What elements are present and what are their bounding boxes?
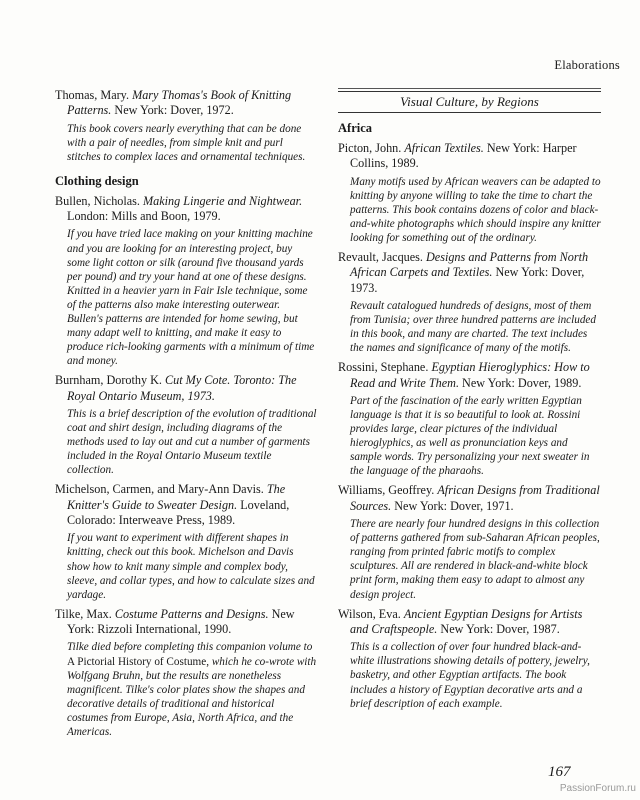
bib-entry-picton [338, 141, 601, 245]
book-title: Making Lingerie and Nightwear. [143, 193, 303, 208]
author: Burnham, Dorothy K. [55, 373, 162, 388]
author: Rossini, Stephane. [338, 360, 429, 375]
annotation: Part of the fascination of the early written Egyptian language is that it is so beautiful to look at. Rossini provides large, clear pictures of the individual hieroglyphics, as well as pronunciation keys and sample words. Try personalizing your next sweater in the language of the pharaohs. [350, 394, 590, 478]
annotation [55, 640, 317, 739]
author: Revault, Jacques. [338, 250, 423, 265]
publisher: New York: Dover, 1972. [114, 103, 234, 118]
citation [55, 194, 317, 225]
publisher: New York: Dover, 1971. [394, 498, 514, 513]
publisher: Loveland, Colorado: Interweave Press, 1989. [67, 497, 290, 528]
bib-entry-bullen [55, 194, 317, 369]
annotation: Revault catalogued hundreds of designs, most of them from Tunisia; over three hundred patterns are included in this book, and many are charted. The text includes the names and significance of many of the motifs. [350, 299, 596, 355]
author: Williams, Geoffrey. [338, 483, 435, 498]
bib-entry-burnham [55, 373, 317, 477]
author: Bullen, Nicholas. [55, 193, 140, 208]
bib-entry-thomas [55, 88, 317, 164]
book-title: Cut My Cote. [165, 373, 231, 388]
annotation-book-reference: A Pictorial History of Costume, [67, 655, 210, 668]
publisher: Toronto: The Royal Ontario Museum, 1973. [67, 373, 297, 403]
publisher: New York: Harper Collins, 1989. [350, 141, 577, 171]
book-title: Designs and Patterns from North African Carpets and Textiles. [350, 250, 589, 280]
region-heading-africa: Africa [338, 121, 373, 135]
book-title: African Designs from Traditional Sources. [350, 483, 600, 513]
book-title: Costume Patterns and Designs. [114, 606, 269, 621]
annotation: If you have tried lace making on your knitting machine and you are looking for an interesting project, buy some light cotton or silk (around five thousand yards per pound) and try your hand at one of these designs. Knitted in a heavier yarn in Fair Isle technique, some of the patterns also make interesting outerwear. Bullen's patterns are intended for home sewing, but many adapt well to knitting, and make it easy to produce rich-looking garments with a minimum of time and money. [67, 228, 315, 368]
bib-entry-williams [338, 483, 601, 601]
annotation: There are nearly four hundred designs in this collection of patterns gathered from sub-Saharan African peoples, ranging from printed fabric motifs to complex sculptures. All are rendered in black-and-white block print form, making them easy to adapt to almost any design project. [350, 518, 600, 601]
bib-entry-revault [338, 250, 601, 355]
citation [338, 360, 601, 391]
citation [338, 483, 601, 514]
publisher: New York: Rizzoli International, 1990. [67, 606, 295, 637]
citation [55, 482, 317, 528]
publisher: London: Mills and Boon, 1979. [67, 209, 221, 224]
left-column [55, 88, 317, 744]
watermark: PassionForum.ru [559, 783, 636, 794]
page-number: 167 [548, 764, 571, 780]
annotation: Many motifs used by African weavers can be adapted to knitting by anyone willing to take the time to chart the patterns. This book contains dozens of color and black-and-white photographs which should inspire any knitter looking for something out of the ordinary. [350, 175, 601, 244]
book-title: The Knitter's Guide to Sweater Design. [67, 482, 286, 512]
bib-entry-wilson [338, 607, 601, 711]
author: Wilson, Eva. [338, 606, 401, 621]
bib-entry-michelson [55, 482, 317, 601]
annotation-part: which he co-wrote with Wolfgang Bruhn, but the results are nonetheless magnificent. Tilke's color plates show the shapes and decorative details of traditional and historical costumes from Europe, Asia, North Africa, and the Americas. [67, 655, 317, 738]
book-title: African Textiles. [404, 141, 484, 155]
bib-entry-tilke [55, 607, 317, 739]
annotation-part: Tilke died before completing this companion volume to [67, 641, 313, 654]
running-head: Elaborations [554, 58, 620, 72]
banner-rule [338, 88, 601, 89]
citation [338, 141, 601, 172]
citation [55, 88, 317, 119]
annotation: If you want to experiment with different shapes in knitting, check out this book. Michelson and Davis show how to knit many simple and complex body, sleeve, and collar types, and how to calculate sizes and yardage. [67, 532, 315, 601]
publisher: New York: Dover, 1987. [440, 621, 560, 636]
author: Picton, John. [338, 141, 402, 155]
publisher: New York: Dover, 1973. [350, 265, 585, 295]
citation [55, 607, 317, 638]
book-title: Mary Thomas's Book of Knitting Patterns. [67, 88, 292, 118]
author: Tilke, Max. [55, 606, 112, 621]
publisher: New York: Dover, 1989. [462, 375, 582, 390]
annotation: This is a brief description of the evolution of traditional coat and shirt design, including diagrams of the methods used to lay out and cut a number of garments included in the Royal Ontario Museum textile collection. [67, 408, 317, 477]
citation [338, 607, 601, 638]
book-title: Egyptian Hieroglyphics: How to Read and Write Them. [350, 360, 590, 390]
author: Michelson, Carmen, and Mary-Ann Davis. [55, 482, 264, 497]
book-title: Ancient Egyptian Designs for Artists and Craftspeople. [350, 606, 583, 636]
author: Thomas, Mary. [55, 88, 130, 102]
section-banner: Visual Culture, by Regions [338, 91, 601, 113]
right-column [338, 88, 601, 716]
annotation: This is a collection of over four hundred black-and-white illustrations showing details of pottery, jewelry, basketry, and other Egyptian artifacts. The book includes a history of Egyptian decorative arts and a brief description of each example. [350, 641, 590, 710]
citation [338, 250, 601, 296]
citation [55, 373, 317, 404]
section-heading-clothing-design: Clothing design [55, 173, 139, 188]
annotation: This book covers nearly everything that can be done with a pair of needles, from simple knit and purl stitches to complex laces and ornamental techniques. [67, 122, 306, 163]
bib-entry-rossini [338, 360, 601, 478]
